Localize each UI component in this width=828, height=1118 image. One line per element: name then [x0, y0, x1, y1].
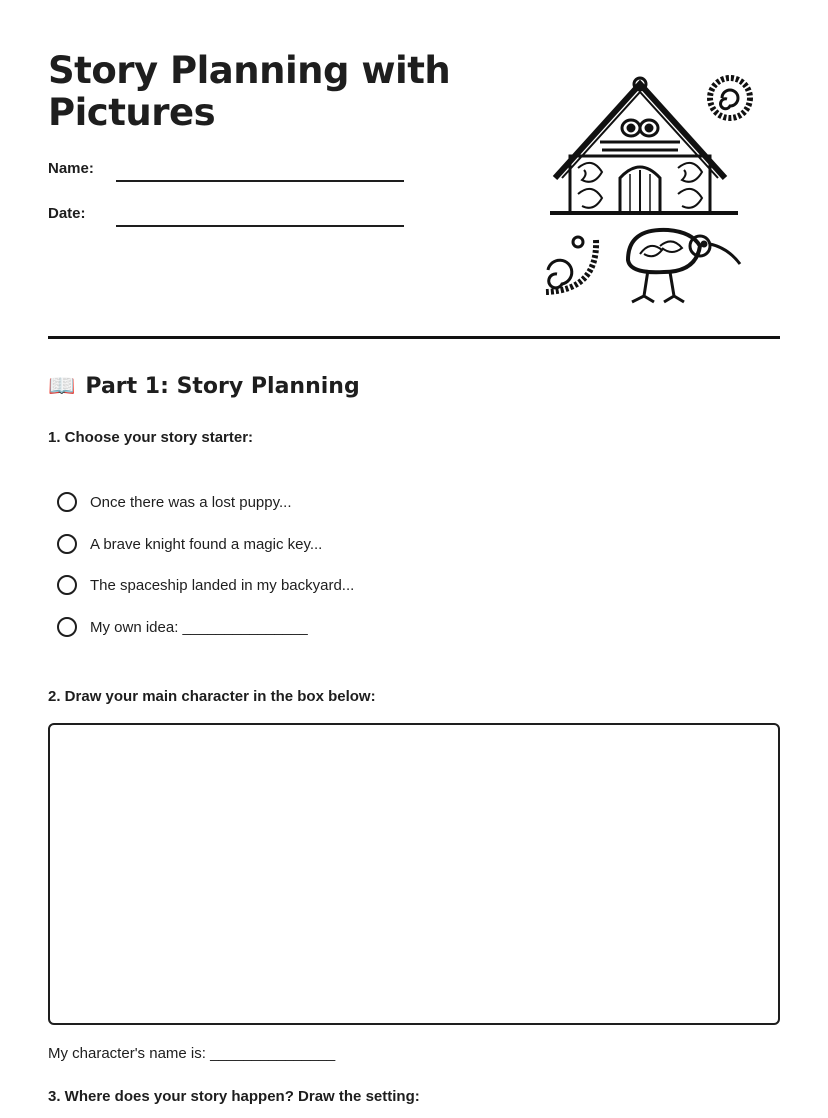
part1-heading-text: Part 1: Story Planning [85, 374, 360, 399]
story-starter-option[interactable] [57, 575, 354, 595]
kiwi-bird-icon [628, 230, 740, 302]
name-label: Name: [48, 160, 94, 177]
character-drawing-box[interactable] [48, 723, 780, 1025]
koru-spiral-icon [710, 78, 750, 118]
option-label: The spaceship landed in my backyard... [90, 576, 355, 594]
maori-illustration [520, 70, 760, 310]
radio-button[interactable] [57, 492, 77, 512]
option-label: A brave knight found a magic key... [90, 535, 323, 553]
book-icon: 📖 [48, 374, 76, 399]
question-3-label: 3. Where does your story happen? Draw the setting: [48, 1088, 420, 1105]
name-line[interactable] [116, 180, 404, 182]
section-divider [48, 336, 780, 339]
part1-heading [48, 374, 360, 399]
page-title: Story Planning with Pictures [48, 49, 451, 134]
question-2-label: 2. Draw your main character in the box below: [48, 688, 376, 705]
character-name-prompt: My character's name is: _______________ [48, 1045, 336, 1062]
date-line[interactable] [116, 225, 404, 227]
radio-button[interactable] [57, 575, 77, 595]
radio-button[interactable] [57, 534, 77, 554]
story-starter-option[interactable] [57, 492, 292, 512]
story-starter-option[interactable] [57, 617, 308, 637]
radio-button[interactable] [57, 617, 77, 637]
date-label: Date: [48, 205, 86, 222]
option-label: Once there was a lost puppy... [90, 493, 292, 511]
story-starter-option[interactable] [57, 534, 322, 554]
question-1-label: 1. Choose your story starter: [48, 429, 254, 446]
koru-spiral-icon [546, 237, 596, 292]
option-label: My own idea: _______________ [90, 618, 308, 636]
